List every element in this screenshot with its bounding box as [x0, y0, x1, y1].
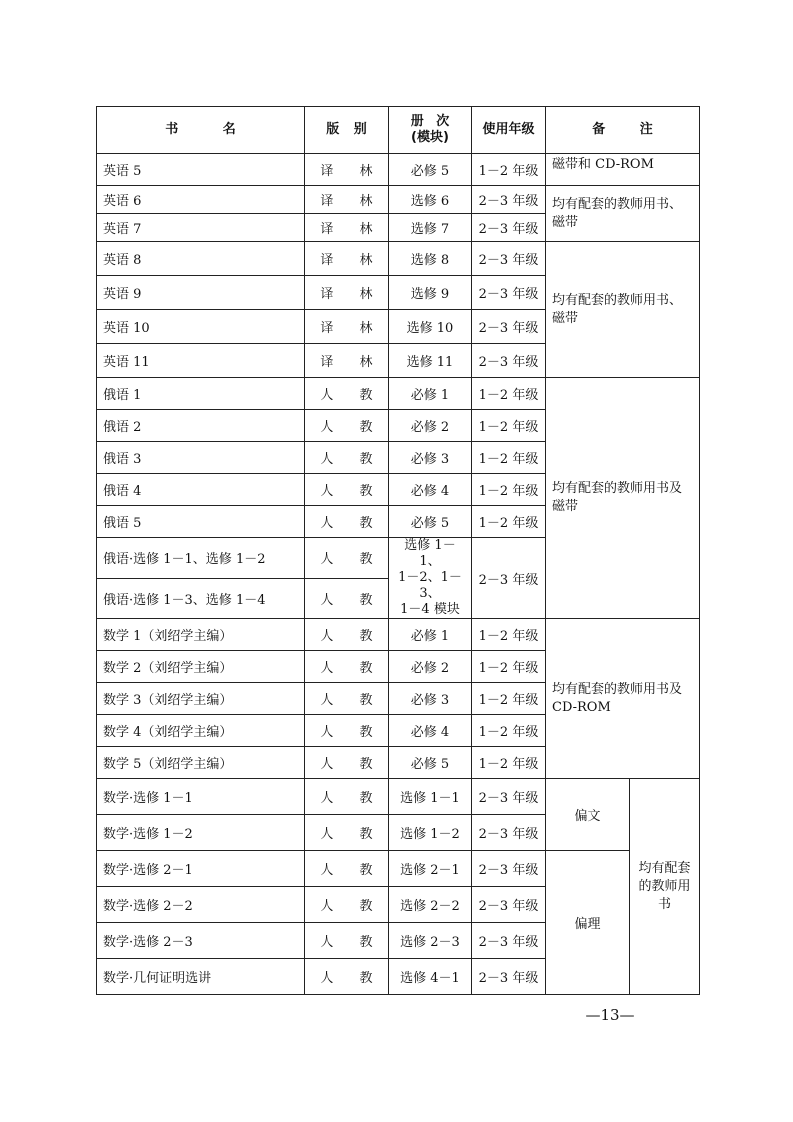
- edition: 人 教: [305, 651, 389, 683]
- volume: 选修 4－1: [389, 959, 472, 995]
- book-name: 英语 7: [97, 214, 305, 242]
- edition: 人 教: [305, 619, 389, 651]
- volume: 必修 2: [389, 410, 472, 442]
- note-english-6-7: 均有配套的教师用书、磁带: [546, 186, 700, 242]
- grade: 2－3 年级: [472, 242, 546, 276]
- edition: 人 教: [305, 715, 389, 747]
- edition: 人 教: [305, 887, 389, 923]
- volume: 选修 9: [389, 276, 472, 310]
- volume: 必修 1: [389, 619, 472, 651]
- grade: 2－3 年级: [472, 851, 546, 887]
- volume-russian-elective: [389, 538, 472, 619]
- grade: 2－3 年级: [472, 276, 546, 310]
- grade: 1－2 年级: [472, 474, 546, 506]
- table-header-row: [97, 107, 700, 154]
- grade: 1－2 年级: [472, 154, 546, 186]
- table-row: [97, 242, 700, 276]
- edition: 人 教: [305, 474, 389, 506]
- book-name: 英语 6: [97, 186, 305, 214]
- grade: 2－3 年级: [472, 779, 546, 815]
- volume: 必修 5: [389, 506, 472, 538]
- grade: 2－3 年级: [472, 186, 546, 214]
- volume: 选修 2－2: [389, 887, 472, 923]
- volume: 选修 7: [389, 214, 472, 242]
- edition: 译 林: [305, 154, 389, 186]
- edition: 人 教: [305, 578, 389, 619]
- table-row: [97, 378, 700, 410]
- edition: 译 林: [305, 344, 389, 378]
- book-name: 俄语 5: [97, 506, 305, 538]
- grade: 1－2 年级: [472, 506, 546, 538]
- book-name: 英语 11: [97, 344, 305, 378]
- grade: 2－3 年级: [472, 344, 546, 378]
- note-math-elective-arts: 偏文: [546, 779, 630, 851]
- volume: 必修 5: [389, 747, 472, 779]
- edition: 人 教: [305, 747, 389, 779]
- header-volume: [389, 107, 472, 154]
- header-grade: 使用年级: [472, 107, 546, 154]
- grade: 2－3 年级: [472, 214, 546, 242]
- textbook-table: [96, 106, 700, 995]
- edition: 人 教: [305, 538, 389, 579]
- book-name: 数学·选修 2－2: [97, 887, 305, 923]
- book-name: 数学 5（刘绍学主编）: [97, 747, 305, 779]
- edition: 译 林: [305, 310, 389, 344]
- grade-russian-elective: 2－3 年级: [472, 538, 546, 619]
- book-name: 俄语·选修 1－1、选修 1－2: [97, 538, 305, 579]
- note-math-elective: 均有配套的教师用书: [630, 779, 700, 995]
- book-name: 数学 1（刘绍学主编）: [97, 619, 305, 651]
- volume: 选修 6: [389, 186, 472, 214]
- book-name: 英语 9: [97, 276, 305, 310]
- edition: 译 林: [305, 214, 389, 242]
- grade: 1－2 年级: [472, 442, 546, 474]
- header-volume-line1: 册 次: [410, 114, 450, 129]
- note-math-1-5: 均有配套的教师用书及 CD-ROM: [546, 619, 700, 779]
- book-name: 数学·选修 1－2: [97, 815, 305, 851]
- book-name: 数学 4（刘绍学主编）: [97, 715, 305, 747]
- table-row: [97, 154, 700, 186]
- book-name: 俄语 3: [97, 442, 305, 474]
- edition: 人 教: [305, 851, 389, 887]
- edition: 人 教: [305, 959, 389, 995]
- book-name: 英语 5: [97, 154, 305, 186]
- grade: 2－3 年级: [472, 923, 546, 959]
- header-name: 书 名: [97, 107, 305, 154]
- edition: 译 林: [305, 186, 389, 214]
- grade: 2－3 年级: [472, 815, 546, 851]
- edition: 人 教: [305, 683, 389, 715]
- volume-line: 选修 1－1、: [404, 538, 456, 569]
- table-row: [97, 186, 700, 214]
- book-name: 俄语·选修 1－3、选修 1－4: [97, 578, 305, 619]
- book-name: 数学 3（刘绍学主编）: [97, 683, 305, 715]
- grade: 1－2 年级: [472, 619, 546, 651]
- book-name: 数学 2（刘绍学主编）: [97, 651, 305, 683]
- edition: 人 教: [305, 815, 389, 851]
- book-name: 英语 10: [97, 310, 305, 344]
- book-name: 俄语 2: [97, 410, 305, 442]
- edition: 人 教: [305, 506, 389, 538]
- grade: 1－2 年级: [472, 378, 546, 410]
- header-note: 备 注: [546, 107, 700, 154]
- volume: 必修 1: [389, 378, 472, 410]
- volume: 选修 1－2: [389, 815, 472, 851]
- table-row: [97, 851, 700, 887]
- book-name: 数学·选修 2－1: [97, 851, 305, 887]
- note-english-5: 磁带和 CD-ROM: [546, 154, 700, 186]
- volume: 必修 2: [389, 651, 472, 683]
- edition: 人 教: [305, 410, 389, 442]
- grade: 2－3 年级: [472, 310, 546, 344]
- grade: 1－2 年级: [472, 410, 546, 442]
- edition: 人 教: [305, 378, 389, 410]
- note-russian: 均有配套的教师用书及磁带: [546, 378, 700, 619]
- note-english-8-11: 均有配套的教师用书、磁带: [546, 242, 700, 378]
- header-volume-line2: (模块): [411, 130, 449, 145]
- volume: 必修 5: [389, 154, 472, 186]
- volume: 选修 8: [389, 242, 472, 276]
- volume: 选修 2－3: [389, 923, 472, 959]
- volume: 选修 2－1: [389, 851, 472, 887]
- book-name: 数学·选修 1－1: [97, 779, 305, 815]
- header-edition: 版 别: [305, 107, 389, 154]
- grade: 2－3 年级: [472, 887, 546, 923]
- volume: 必修 4: [389, 715, 472, 747]
- grade: 1－2 年级: [472, 747, 546, 779]
- grade: 2－3 年级: [472, 959, 546, 995]
- book-name: 俄语 1: [97, 378, 305, 410]
- book-name: 数学·几何证明选讲: [97, 959, 305, 995]
- note-math-elective-science: 偏理: [546, 851, 630, 995]
- page-number: —13—: [585, 1006, 635, 1024]
- grade: 1－2 年级: [472, 683, 546, 715]
- volume-line: 1－4 模块: [400, 602, 460, 617]
- book-name: 数学·选修 2－3: [97, 923, 305, 959]
- table-row: [97, 619, 700, 651]
- table-row: [97, 779, 700, 815]
- grade: 1－2 年级: [472, 651, 546, 683]
- edition: 人 教: [305, 923, 389, 959]
- volume: 选修 11: [389, 344, 472, 378]
- edition: 译 林: [305, 276, 389, 310]
- edition: 译 林: [305, 242, 389, 276]
- edition: 人 教: [305, 779, 389, 815]
- grade: 1－2 年级: [472, 715, 546, 747]
- volume: 选修 10: [389, 310, 472, 344]
- volume: 必修 3: [389, 442, 472, 474]
- volume-line: 1－2、1－3、: [398, 570, 462, 601]
- book-name: 俄语 4: [97, 474, 305, 506]
- book-name: 英语 8: [97, 242, 305, 276]
- volume: 必修 3: [389, 683, 472, 715]
- volume: 选修 1－1: [389, 779, 472, 815]
- volume: 必修 4: [389, 474, 472, 506]
- edition: 人 教: [305, 442, 389, 474]
